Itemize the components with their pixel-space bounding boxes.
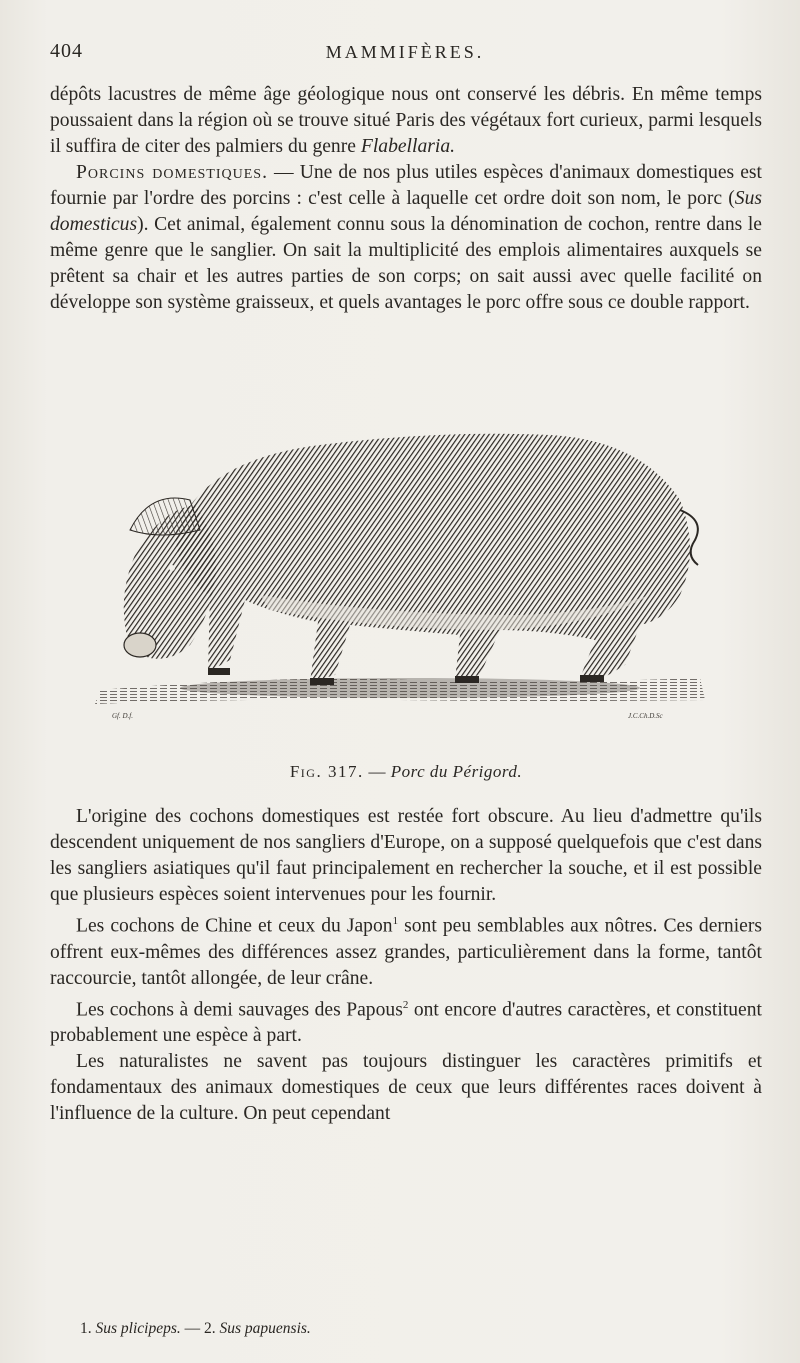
footnote-number: 1. xyxy=(80,1320,92,1337)
page-number: 404 xyxy=(50,40,83,62)
paragraph-text: ). Cet animal, également connu sous la dénomination de cochon, rentre dans le même genre que le sanglier. On sait la multiplicité des emplois alimentaires auxquels se prêtent sa chair et les autres parties de son corps; on sait aussi avec quelle facilité on développe son système graisseux, et quels avantages le porc offre sous ce double rapport. xyxy=(50,214,762,313)
paragraph-text: Les cochons de Chine et ceux du Japon xyxy=(76,915,393,937)
pig-hoof xyxy=(208,668,230,675)
engraver-signature-left: Gf. D.f. xyxy=(112,712,133,720)
section-heading: Porcins domestiques. xyxy=(76,162,268,183)
pig-ear xyxy=(130,498,200,535)
paragraph-origine: L'origine des cochons domestiques est restée fort obscure. Au lieu d'admettre qu'ils descendent uniquement de nos sangliers d'Europe, on a supposé quelquefois que c'est dans les sangliers asiatiques qu'il faut principalement en rechercher la souche, et il est possible que plusieurs espèces soient intervenues pour les fournir. xyxy=(50,806,762,905)
paragraph-papous xyxy=(50,992,762,1050)
footnote-text: Sus papuensis. xyxy=(219,1320,311,1337)
paragraph-chine-japon xyxy=(50,908,762,992)
top-text xyxy=(50,82,762,316)
footnotes xyxy=(80,1320,760,1338)
paragraph-naturalistes: Les naturalistes ne savent pas toujours distinguer les caractères primitifs et fondamentaux des animaux domestiques de ceux que leurs différentes races doivent à l'influence de la culture. On peut cependant xyxy=(50,1051,762,1125)
footnote-ref[interactable]: 1 xyxy=(392,915,399,927)
footnote-text: Sus plicipeps. xyxy=(95,1320,181,1337)
genus-name: Flabellaria. xyxy=(360,136,456,157)
species-name: Sus domesticus xyxy=(50,188,762,235)
pig-eye xyxy=(169,565,175,571)
paragraph-continuation xyxy=(50,82,762,160)
bottom-text xyxy=(50,804,762,1127)
pig-illustration xyxy=(80,390,720,750)
figure-caption xyxy=(50,762,762,782)
pig-snout xyxy=(124,633,156,657)
footnote-ref[interactable]: 2 xyxy=(402,998,409,1011)
pig-body xyxy=(175,434,690,682)
paragraph-text: Les cochons à demi sauvages des Papous xyxy=(76,999,403,1021)
pig-hoof xyxy=(580,675,604,682)
figure-title: Porc du Périgord. xyxy=(390,762,523,781)
page-header xyxy=(50,40,760,70)
ground-shadow xyxy=(180,678,640,698)
footnote-separator: — xyxy=(180,1320,204,1337)
figure-engraving xyxy=(80,390,720,750)
paragraph-text: sont peu semblables aux nôtres. Ces derniers offrent eux-mêmes des différences assez grandes, particulièrement dans la forme, tantôt raccourcie, tantôt allongée, de leur crâne. xyxy=(50,915,763,989)
paragraph-text: dépôts lacustres de même âge géologique nous ont conservé les débris. En même temps poussaient dans la région où se trouve situé Paris des végétaux fort curieux, parmi lesquels il suffira de citer des palmiers du genre xyxy=(50,84,762,157)
paragraph-text: ont encore d'autres caractères, et constituent probablement une espèce à part. xyxy=(50,999,762,1047)
pig-hoof xyxy=(455,676,479,683)
caption-separator: — xyxy=(363,762,391,781)
footnote-number: 2. xyxy=(204,1320,216,1337)
paragraph-text: — Une de nos plus utiles espèces d'animaux domestiques est fournie par l'ordre des porcins : c'est celle à laquelle cet ordre doit son nom, le porc ( xyxy=(50,162,762,209)
running-title: MAMMIFÈRES. xyxy=(325,42,485,62)
pig-hoof xyxy=(310,678,334,685)
paragraph-porcins xyxy=(50,160,762,316)
engraver-signature-right: J.C.Ch.D.Sc xyxy=(628,712,663,720)
figure-label: Fig. 317. xyxy=(289,762,364,781)
